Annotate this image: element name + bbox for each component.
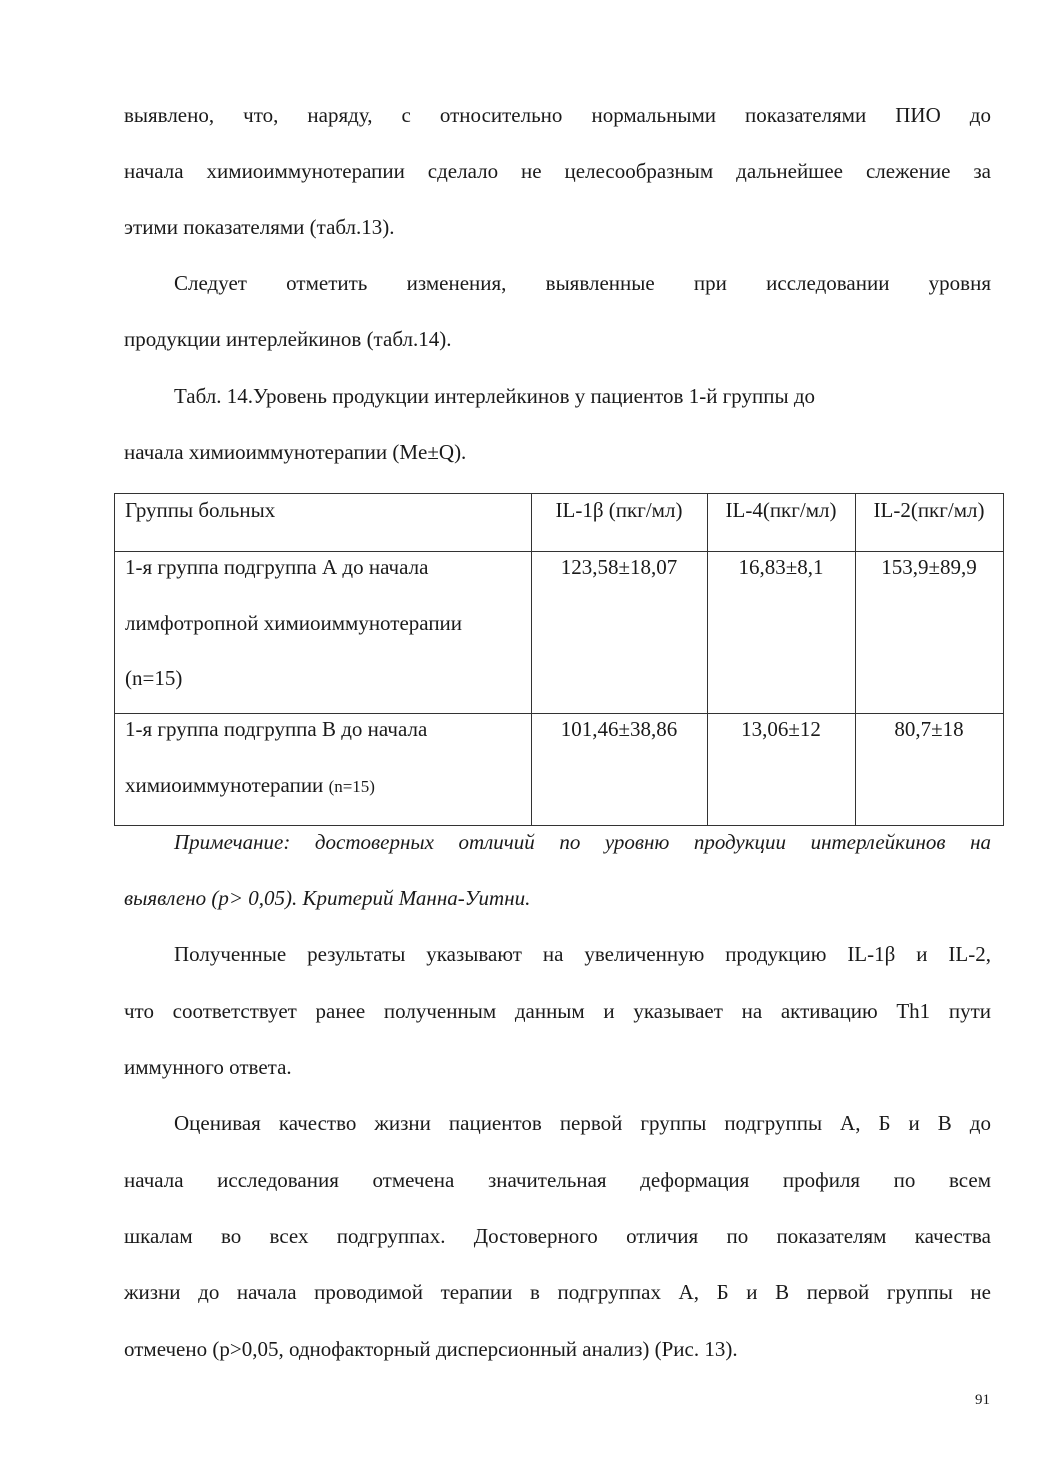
paragraph-3-line-1: Полученные результаты указывают на увеличенную продукцию IL-1β и IL-2, xyxy=(174,942,991,966)
paragraph-4-line-4: жизни до начала проводимой терапии в подгруппах А, Б и В первой группы не xyxy=(124,1280,991,1304)
table-row-2-group-line-1: 1-я группа подгруппа В до начала xyxy=(125,717,428,741)
table-row-2-il1b: 101,46±38,86 xyxy=(560,717,678,741)
table-note-line-1: Примечание: достоверных отличий по уровню продукции интерлейкинов на xyxy=(174,830,991,854)
paragraph-4-line-1: Оценивая качество жизни пациентов первой группы подгруппы А, Б и В до xyxy=(174,1111,991,1135)
table-header-il2: IL-2(пкг/мл) xyxy=(873,498,985,522)
table-note-line-2: выявлено (p> 0,05). Критерий Манна-Уитни. xyxy=(124,886,531,910)
table-header-il1b: IL-1β (пкг/мл) xyxy=(555,498,683,522)
table-row-1-il2: 153,9±89,9 xyxy=(881,555,977,579)
page-number: 91 xyxy=(975,1392,990,1408)
table-header-il4: IL-4(пкг/мл) xyxy=(725,498,837,522)
paragraph-2-line-2: продукции интерлейкинов (табл.14). xyxy=(124,327,452,351)
table-row-2-il4: 13,06±12 xyxy=(741,717,821,741)
paragraph-3-line-3: иммунного ответа. xyxy=(124,1055,292,1079)
interleukin-table xyxy=(114,493,1004,826)
table-column-divider xyxy=(707,494,708,825)
table-row-1-group-line-1: 1-я группа подгруппа А до начала xyxy=(125,555,429,579)
paragraph-2-line-1: Следует отметить изменения, выявленные при исследовании уровня xyxy=(174,271,991,295)
table-row-1-group-n: (n=15) xyxy=(125,666,183,690)
table-row-2-group-line-2: химиоиммунотерапии xyxy=(125,773,324,797)
table-caption-line-1: Табл. 14.Уровень продукции интерлейкинов у пациентов 1-й группы до xyxy=(174,384,816,408)
table-row-2-group-n: (n=15) xyxy=(328,777,375,796)
table-row-1-group-line-2: лимфотропной химиоиммунотерапии xyxy=(125,611,463,635)
table-caption-line-2: начала химиоиммунотерапии (Me±Q). xyxy=(124,440,467,464)
paragraph-1-line-2: начала химиоиммунотерапии сделало не целесообразным дальнейшее слежение за xyxy=(124,159,991,183)
table-column-divider xyxy=(531,494,532,825)
table-row-1-il1b: 123,58±18,07 xyxy=(560,555,678,579)
paragraph-3-line-2: что соответствует ранее полученным данным и указывает на активацию Th1 пути xyxy=(124,999,991,1023)
table-row-1-il4: 16,83±8,1 xyxy=(738,555,824,579)
table-row-2-il2: 80,7±18 xyxy=(894,717,964,741)
table-row-2-group-line-2-wrap xyxy=(125,771,525,801)
paragraph-4-line-5: отмечено (р>0,05, однофакторный дисперсионный анализ) (Рис. 13). xyxy=(124,1337,738,1361)
paragraph-4-line-3: шкалам во всех подгруппах. Достоверного отличия по показателям качества xyxy=(124,1224,991,1248)
paragraph-4-line-2: начала исследования отмечена значительная деформация профиля по всем xyxy=(124,1168,991,1192)
table-row-divider xyxy=(115,551,1003,552)
paragraph-1-line-3: этими показателями (табл.13). xyxy=(124,215,395,239)
table-row-divider xyxy=(115,713,1003,714)
paragraph-1-line-1: выявлено, что, наряду, с относительно нормальными показателями ПИО до xyxy=(124,103,991,127)
table-column-divider xyxy=(855,494,856,825)
table-header-groups: Группы больных xyxy=(125,498,276,522)
